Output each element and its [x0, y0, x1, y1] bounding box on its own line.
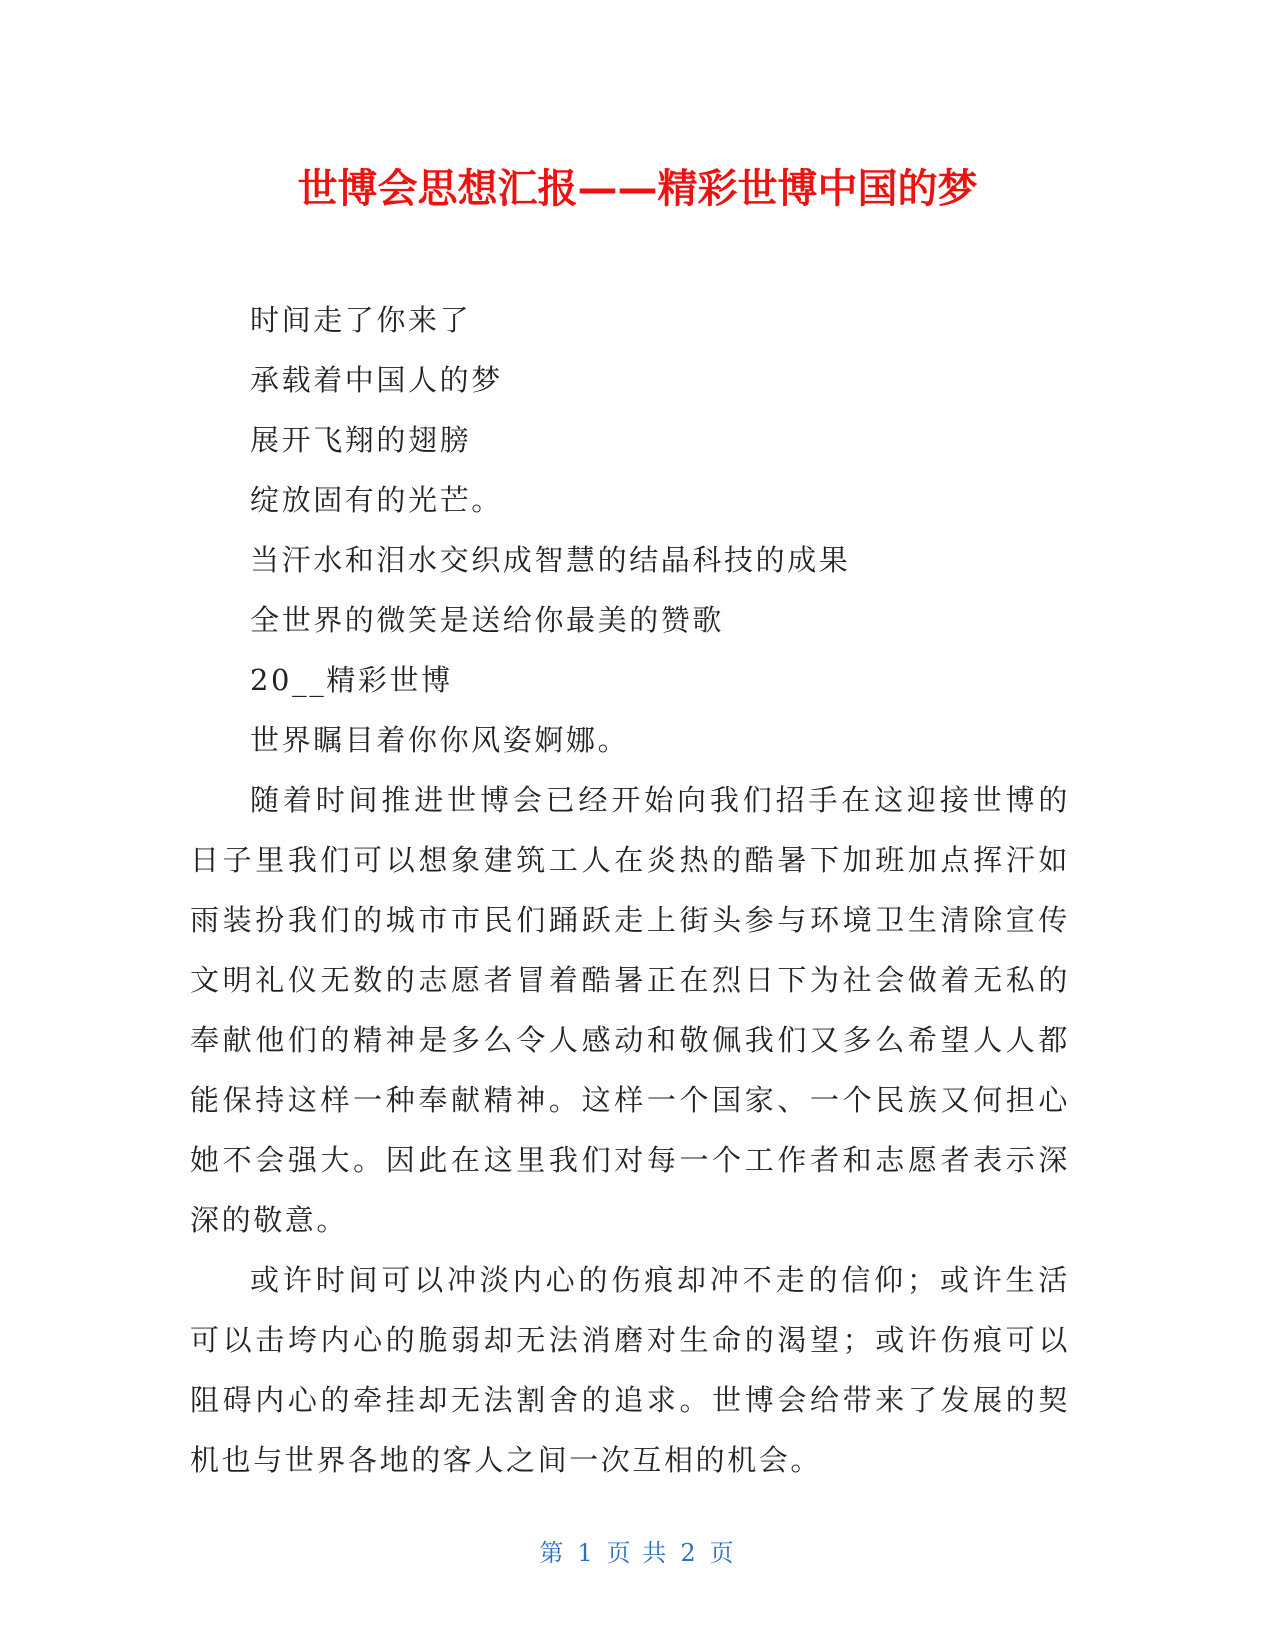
footer-middle: 页 共 [606, 1539, 669, 1567]
poem-line: 世界瞩目着你你风姿婀娜。 [250, 723, 630, 757]
document-title: 世博会思想汇报——精彩世博中国的梦 [297, 166, 978, 212]
poem-line: 展开飞翔的翅膀 [250, 423, 472, 457]
footer-total-pages: 2 [680, 1539, 698, 1567]
body-paragraph: 或许时间可以冲淡内心的伤痕却冲不走的信仰；或许生活可以击垮内心的脆弱却无法消磨对生命的渴望；或许伤痕可以阻碍内心的牵挂却无法割舍的追求。世博会给带来了发展的契机也与世界各地的客人之间一次互相的机会。 [190, 1263, 1070, 1477]
poem-line: 绽放固有的光芒。 [250, 483, 503, 517]
page-footer [0, 1538, 1275, 1568]
body-paragraph: 随着时间推进世博会已经开始向我们招手在这迎接世博的日子里我们可以想象建筑工人在炎热的酷暑下加班加点挥汗如雨装扮我们的城市市民们踊跃走上街头参与环境卫生清除宣传文明礼仪无数的志愿者冒着酷暑正在烈日下为社会做着无私的奉献他们的精神是多么令人感动和敬佩我们又多么希望人人都能保持这样一种奉献精神。这样一个国家、一个民族又何担心她不会强大。因此在这里我们对每一个工作者和志愿者表示深深的敬意。 [190, 783, 1070, 1237]
footer-suffix: 页 [709, 1539, 736, 1567]
document-body [190, 290, 1070, 1490]
poem-line: 20__精彩世博 [250, 663, 453, 697]
footer-current-page: 1 [577, 1539, 595, 1567]
poem-line: 时间走了你来了 [250, 303, 472, 337]
poem-line: 承载着中国人的梦 [250, 363, 503, 397]
poem-line: 当汗水和泪水交织成智慧的结晶科技的成果 [250, 543, 851, 577]
footer-prefix: 第 [539, 1539, 566, 1567]
poem-line: 全世界的微笑是送给你最美的赞歌 [250, 603, 725, 637]
